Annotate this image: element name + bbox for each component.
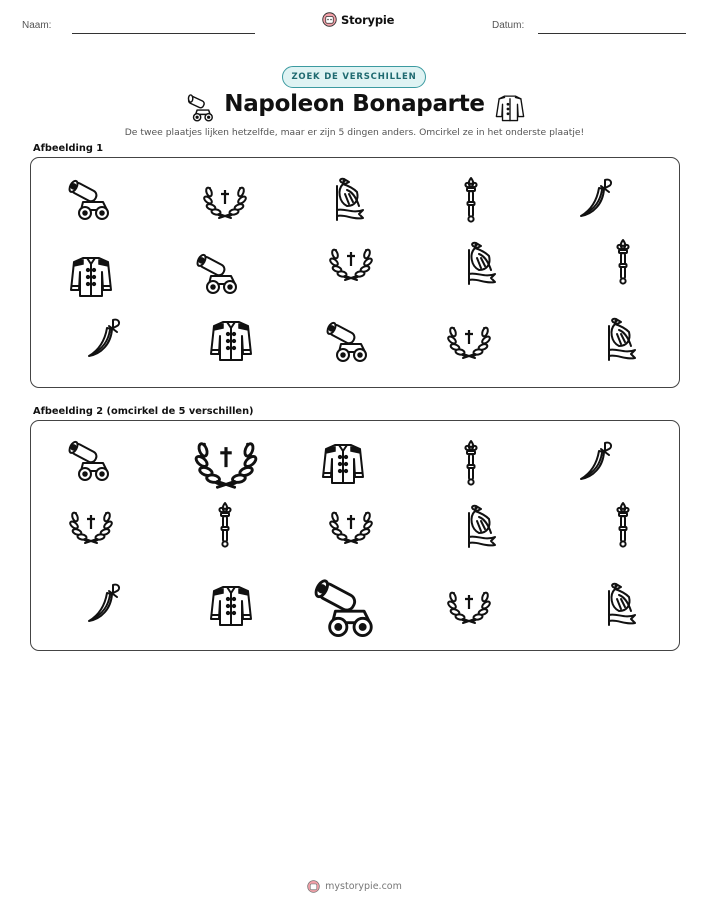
activity-badge: ZOEK DE VERSCHILLEN xyxy=(282,66,426,88)
cannon-icon xyxy=(197,248,237,294)
scepter-icon[interactable] xyxy=(603,501,643,547)
laurel-wreath-icon[interactable] xyxy=(71,501,111,547)
name-label: Naam: xyxy=(22,20,52,31)
laurel-wreath-icon[interactable] xyxy=(449,581,489,627)
military-jacket-icon xyxy=(211,316,251,362)
military-jacket-icon xyxy=(71,252,111,298)
footer xyxy=(0,880,709,893)
military-jacket-icon[interactable] xyxy=(323,439,363,485)
page-title: Napoleon Bonaparte xyxy=(224,91,485,117)
sabre-icon xyxy=(577,176,617,222)
laurel-wreath-icon xyxy=(331,238,371,284)
laurel-wreath-icon[interactable] xyxy=(331,501,371,547)
storypie-logo-icon xyxy=(307,880,320,893)
sabre-icon[interactable] xyxy=(85,581,125,627)
eagle-icon[interactable] xyxy=(599,581,639,627)
scepter-icon[interactable] xyxy=(205,501,245,547)
footer-site: mystorypie.com xyxy=(325,881,402,892)
date-label: Datum: xyxy=(492,20,525,31)
laurel-wreath-icon xyxy=(205,176,245,222)
picture1-panel xyxy=(30,157,680,388)
picture1-label: Afbeelding 1 xyxy=(33,143,104,154)
eagle-icon xyxy=(459,240,499,286)
brand-name: Storypie xyxy=(341,12,395,27)
sabre-icon xyxy=(85,316,125,362)
instructions: De twee plaatjes lijken hetzelfde, maar er zijn 5 dingen anders. Omcirkel ze in het onderste plaatje! xyxy=(124,127,585,138)
scepter-icon xyxy=(603,238,643,284)
storypie-logo-icon xyxy=(322,12,337,27)
scepter-icon xyxy=(451,176,491,222)
military-jacket-icon xyxy=(494,91,526,123)
laurel-wreath-icon xyxy=(449,316,489,362)
laurel-wreath-icon[interactable] xyxy=(193,427,259,493)
cannon-icon xyxy=(69,174,109,220)
brand-logo xyxy=(322,12,394,27)
picture2-panel[interactable] xyxy=(30,420,680,651)
scepter-icon[interactable] xyxy=(451,439,491,485)
military-jacket-icon[interactable] xyxy=(211,581,251,627)
eagle-icon xyxy=(599,316,639,362)
sabre-icon[interactable] xyxy=(577,439,617,485)
cannon-icon[interactable] xyxy=(311,571,377,637)
cannon-icon[interactable] xyxy=(69,435,109,481)
cannon-icon xyxy=(327,316,367,362)
eagle-icon[interactable] xyxy=(459,503,499,549)
eagle-icon xyxy=(327,176,367,222)
name-line[interactable] xyxy=(72,33,255,34)
picture2-label: Afbeelding 2 (omcirkel de 5 verschillen) xyxy=(33,406,254,417)
date-line[interactable] xyxy=(538,33,686,34)
